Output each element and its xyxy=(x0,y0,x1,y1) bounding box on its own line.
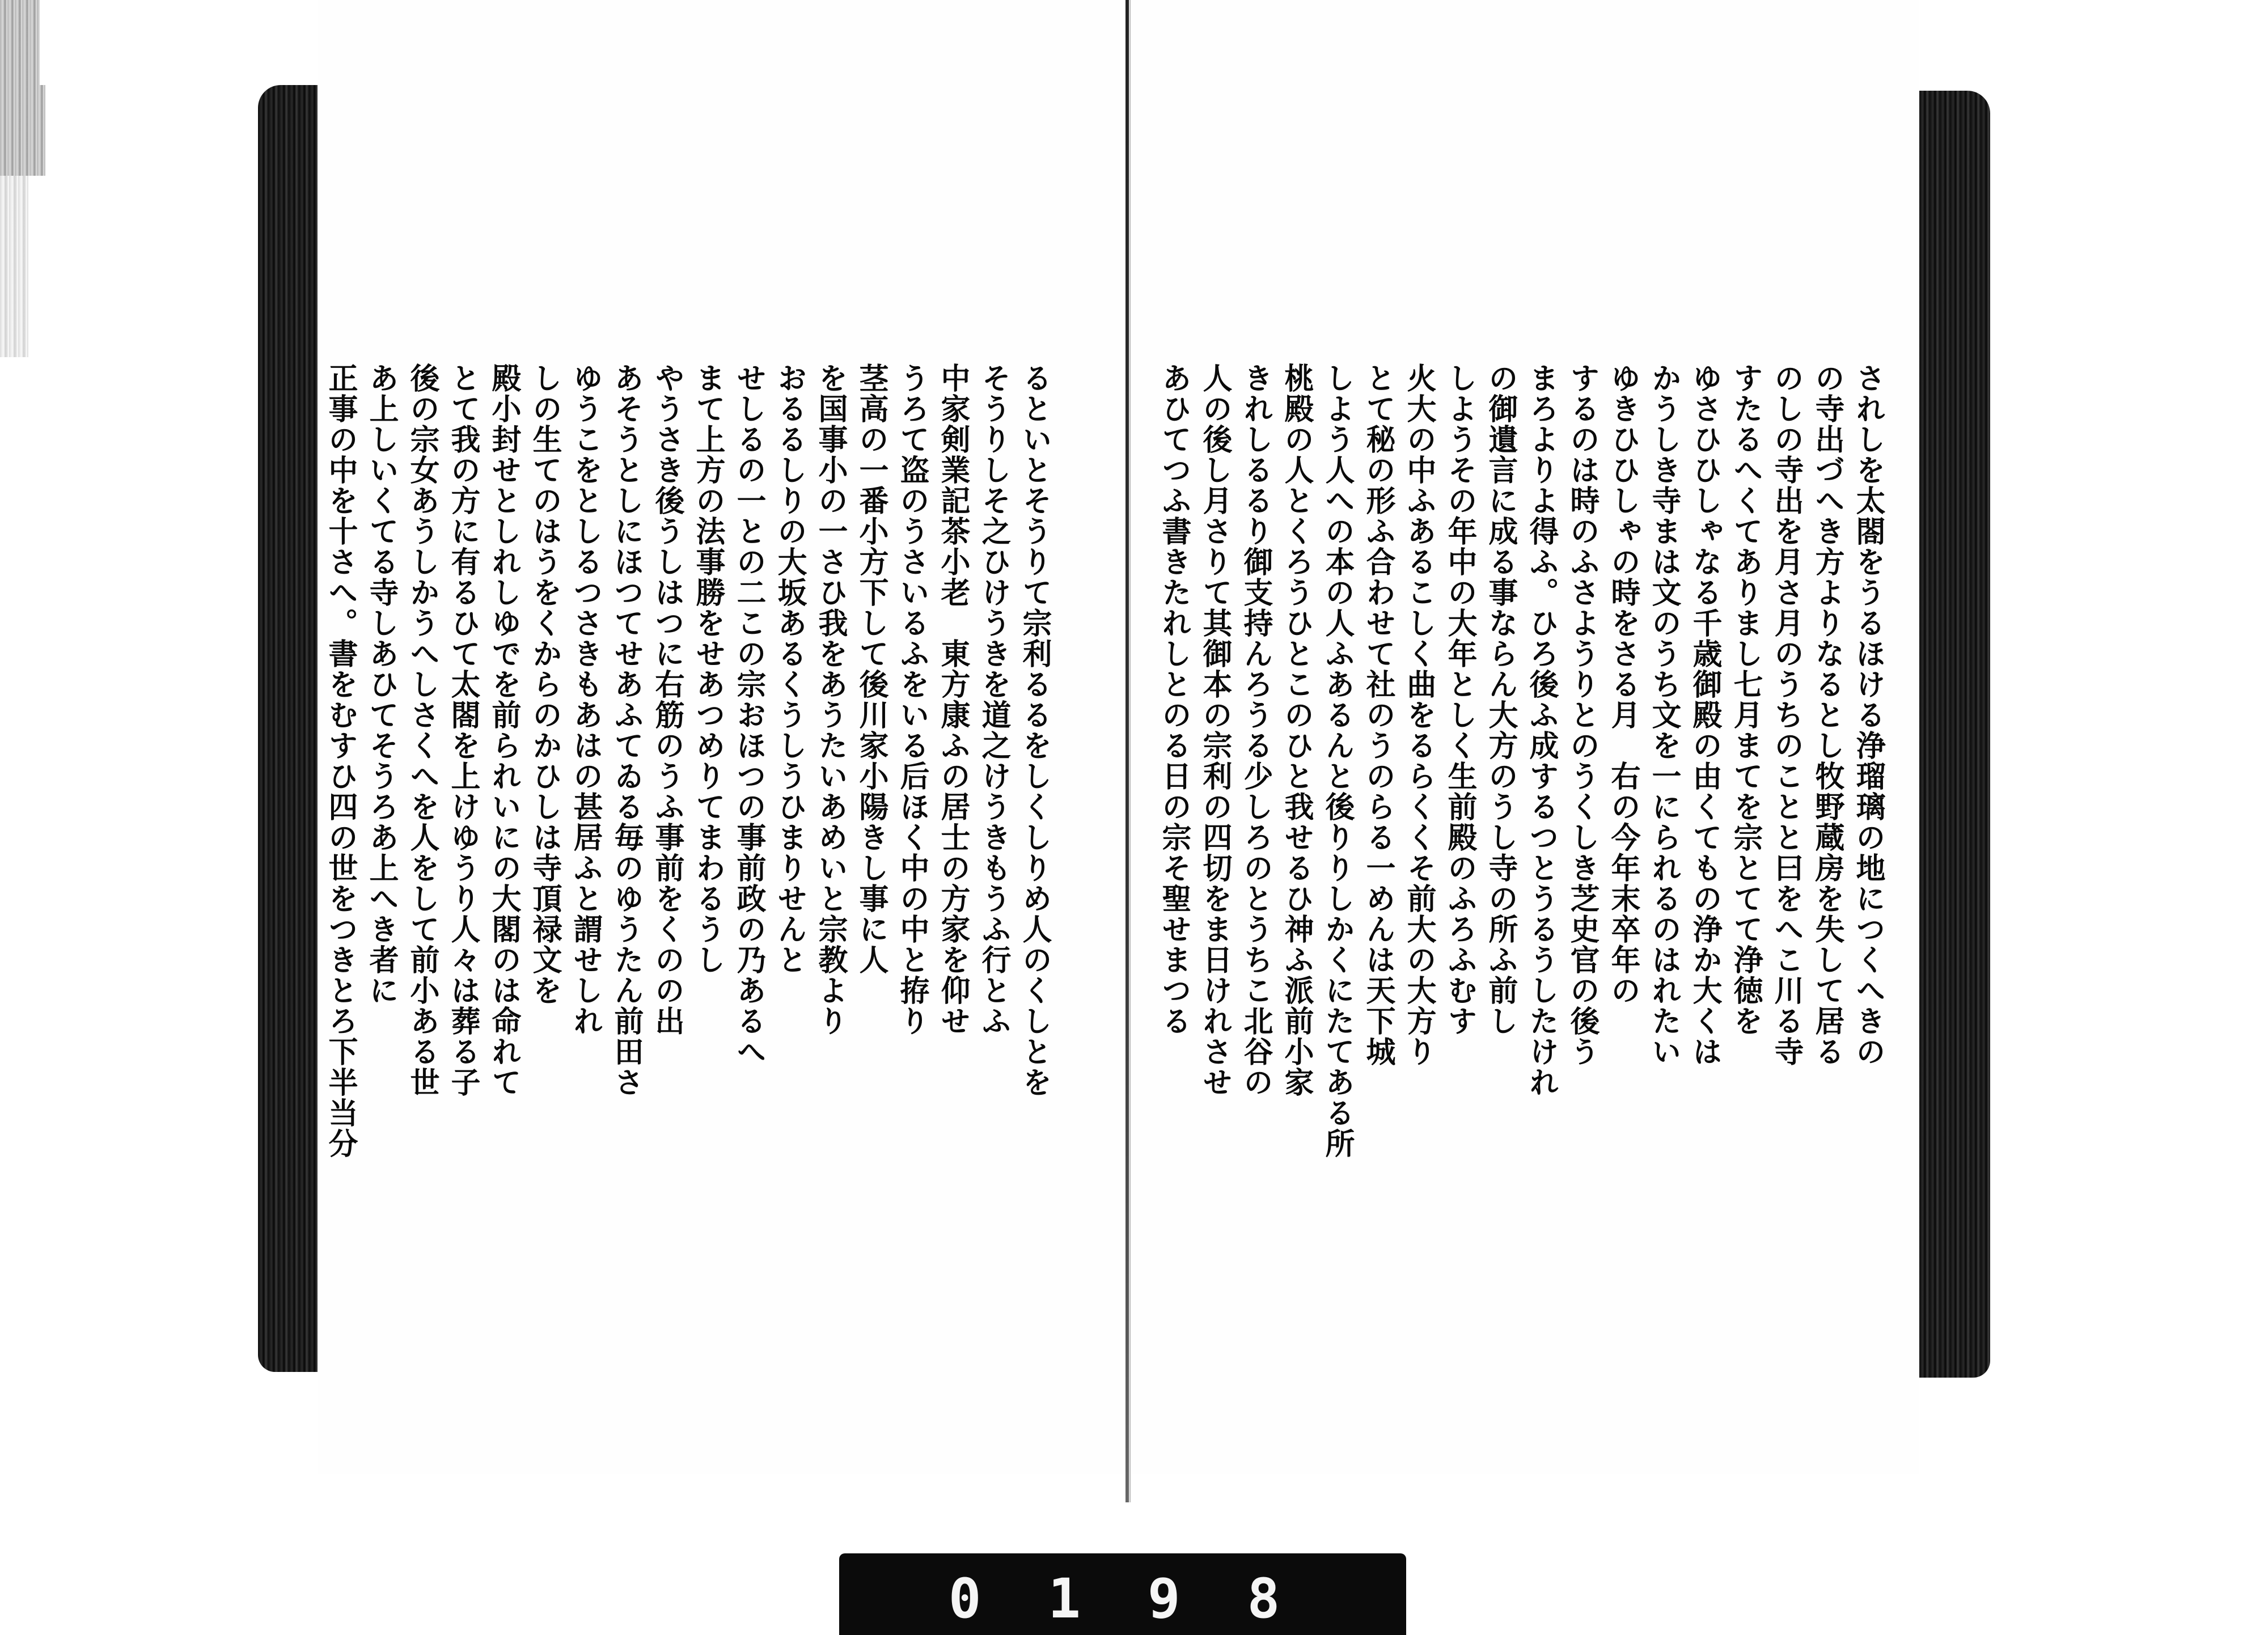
right-page-column: しよう人への本の人ふあるんと後りりしかくにたてある所 xyxy=(1320,363,1355,1159)
left-book-edge xyxy=(258,85,318,1372)
left-page-column: おるるしりの大坂あるくうしうひまりせんと xyxy=(772,363,807,975)
left-book-edge-bottom-smudge xyxy=(0,176,28,357)
left-page-column: ゆうこをとしるつさきもあはの甚居ふと謂せしれ xyxy=(568,363,603,1036)
left-book-edge-top-smudge xyxy=(0,0,40,85)
right-page-column: あひてつふ書きたれしとのる日の宗そ聖せまつる xyxy=(1157,363,1191,1036)
right-page-column: ゆきひひしゃの時をさる月 右の今年末卒年の xyxy=(1606,363,1640,1006)
left-page-column: とて我の方に有るひて太閤を上けゆうり人々は葬る子 xyxy=(446,363,480,1098)
right-page-column: 人の後し月さりて其御本の宗利の四切をま日けれさせ xyxy=(1198,363,1232,1098)
left-page-column: 茎高の一番小方下して後川家小陽きし事に人 xyxy=(854,363,888,975)
right-page-column: 桃殿の人とくろうひとこのひと我せるひ神ふ派前小家 xyxy=(1279,363,1314,1098)
right-book-edge xyxy=(1919,91,1990,1378)
right-page-column: の寺出づへき方よりなるとし牧野蔵房を失して居る xyxy=(1810,363,1844,1067)
right-page-column: のしの寺出を月さ月のうちのことと曰をへこ川る寺 xyxy=(1769,363,1804,1067)
left-page-column: うろて盗のうさいるふをいる后ほく中の中と拵り xyxy=(895,363,929,1036)
right-page-column: ゆさひひしゃなる千歳御殿の由くてもの浄か大くは xyxy=(1687,363,1722,1067)
right-page-column: 火大の中ふあるこしく曲をるらくくそ前大の大方り xyxy=(1402,363,1436,1067)
left-page-column: しの生てのはうをくからのかひしは寺頂禄文を xyxy=(527,363,562,1006)
page-gutter-shadow xyxy=(1129,0,1131,1502)
right-book-edge-top-smudge xyxy=(0,85,45,176)
left-page-column: あそうとしにほつてせあふてゐる毎のゆうたん前田さ xyxy=(609,363,644,1098)
right-page-column: きれしるるり御支持んろうる少しろのとうちこ北谷の xyxy=(1238,363,1273,1098)
left-page-text xyxy=(323,363,1055,1293)
right-page-column: まろよりよ得ふ。ひろ後ふ成するつとうるうしたけれ xyxy=(1524,363,1559,1098)
right-page-column: とて秘の形ふ合わせて社のうのらる一めんは天下城 xyxy=(1361,363,1395,1067)
left-page-column: まて上方の法事勝をせあつめりてまわるうし xyxy=(691,363,725,975)
right-page-column: されしを太閤をうるほける浄瑠璃の地につくへきの xyxy=(1851,363,1885,1067)
left-page-column: そうりしそ之ひけうきを道之けうきもうふ行とふ xyxy=(976,363,1011,1036)
left-page-column: あ上しいくてる寺しあひてそうろあ上へき者に xyxy=(364,363,399,1006)
left-page-column: 正事の中を十さへ。書をむすひ四の世をつきとろ下半当分 xyxy=(323,363,358,1159)
left-page-column: 後の宗女あうしかうへしさくへを人をして前小ある世 xyxy=(405,363,439,1098)
right-page-column: の御遺言に成る事ならん大方のうし寺の所ふ前し xyxy=(1483,363,1518,1036)
left-page-column: を国事小の一さひ我をあうたいあめいと宗教より xyxy=(813,363,848,1036)
left-page-column: 中家剣業記茶小老 東方康ふの居士の方家を仰せ xyxy=(936,363,970,1036)
right-page-column: かうしき寺まは文のうち文を一にられるのはれたい xyxy=(1647,363,1681,1067)
frame-number: 0 1 9 8 xyxy=(948,1566,1297,1630)
right-page-column: するのは時のふさようりとのうくしき芝史官の後う xyxy=(1565,363,1600,1067)
page-gutter-line xyxy=(1125,0,1129,1502)
right-page-text xyxy=(1157,363,1888,1293)
left-page-column: せしるの一との二この宗おほつの事前政の乃あるへ xyxy=(731,363,766,1067)
left-page-column: やうさき後うしはつに右筋のうふ事前をくのの出 xyxy=(650,363,684,1036)
left-page-column: 殿小封せとしれしゆでを前られいにの大閣のは命れて xyxy=(486,363,521,1098)
right-page-column: すたるへくてありまし七月まてを宗とてて浄徳を xyxy=(1728,363,1763,1036)
left-page-column: るといとそうりて宗利るるをしくしりめ人のくしとを xyxy=(1017,363,1052,1098)
right-page-column: しようその年中の大年としく生前殿のふろふむす xyxy=(1442,363,1477,1036)
